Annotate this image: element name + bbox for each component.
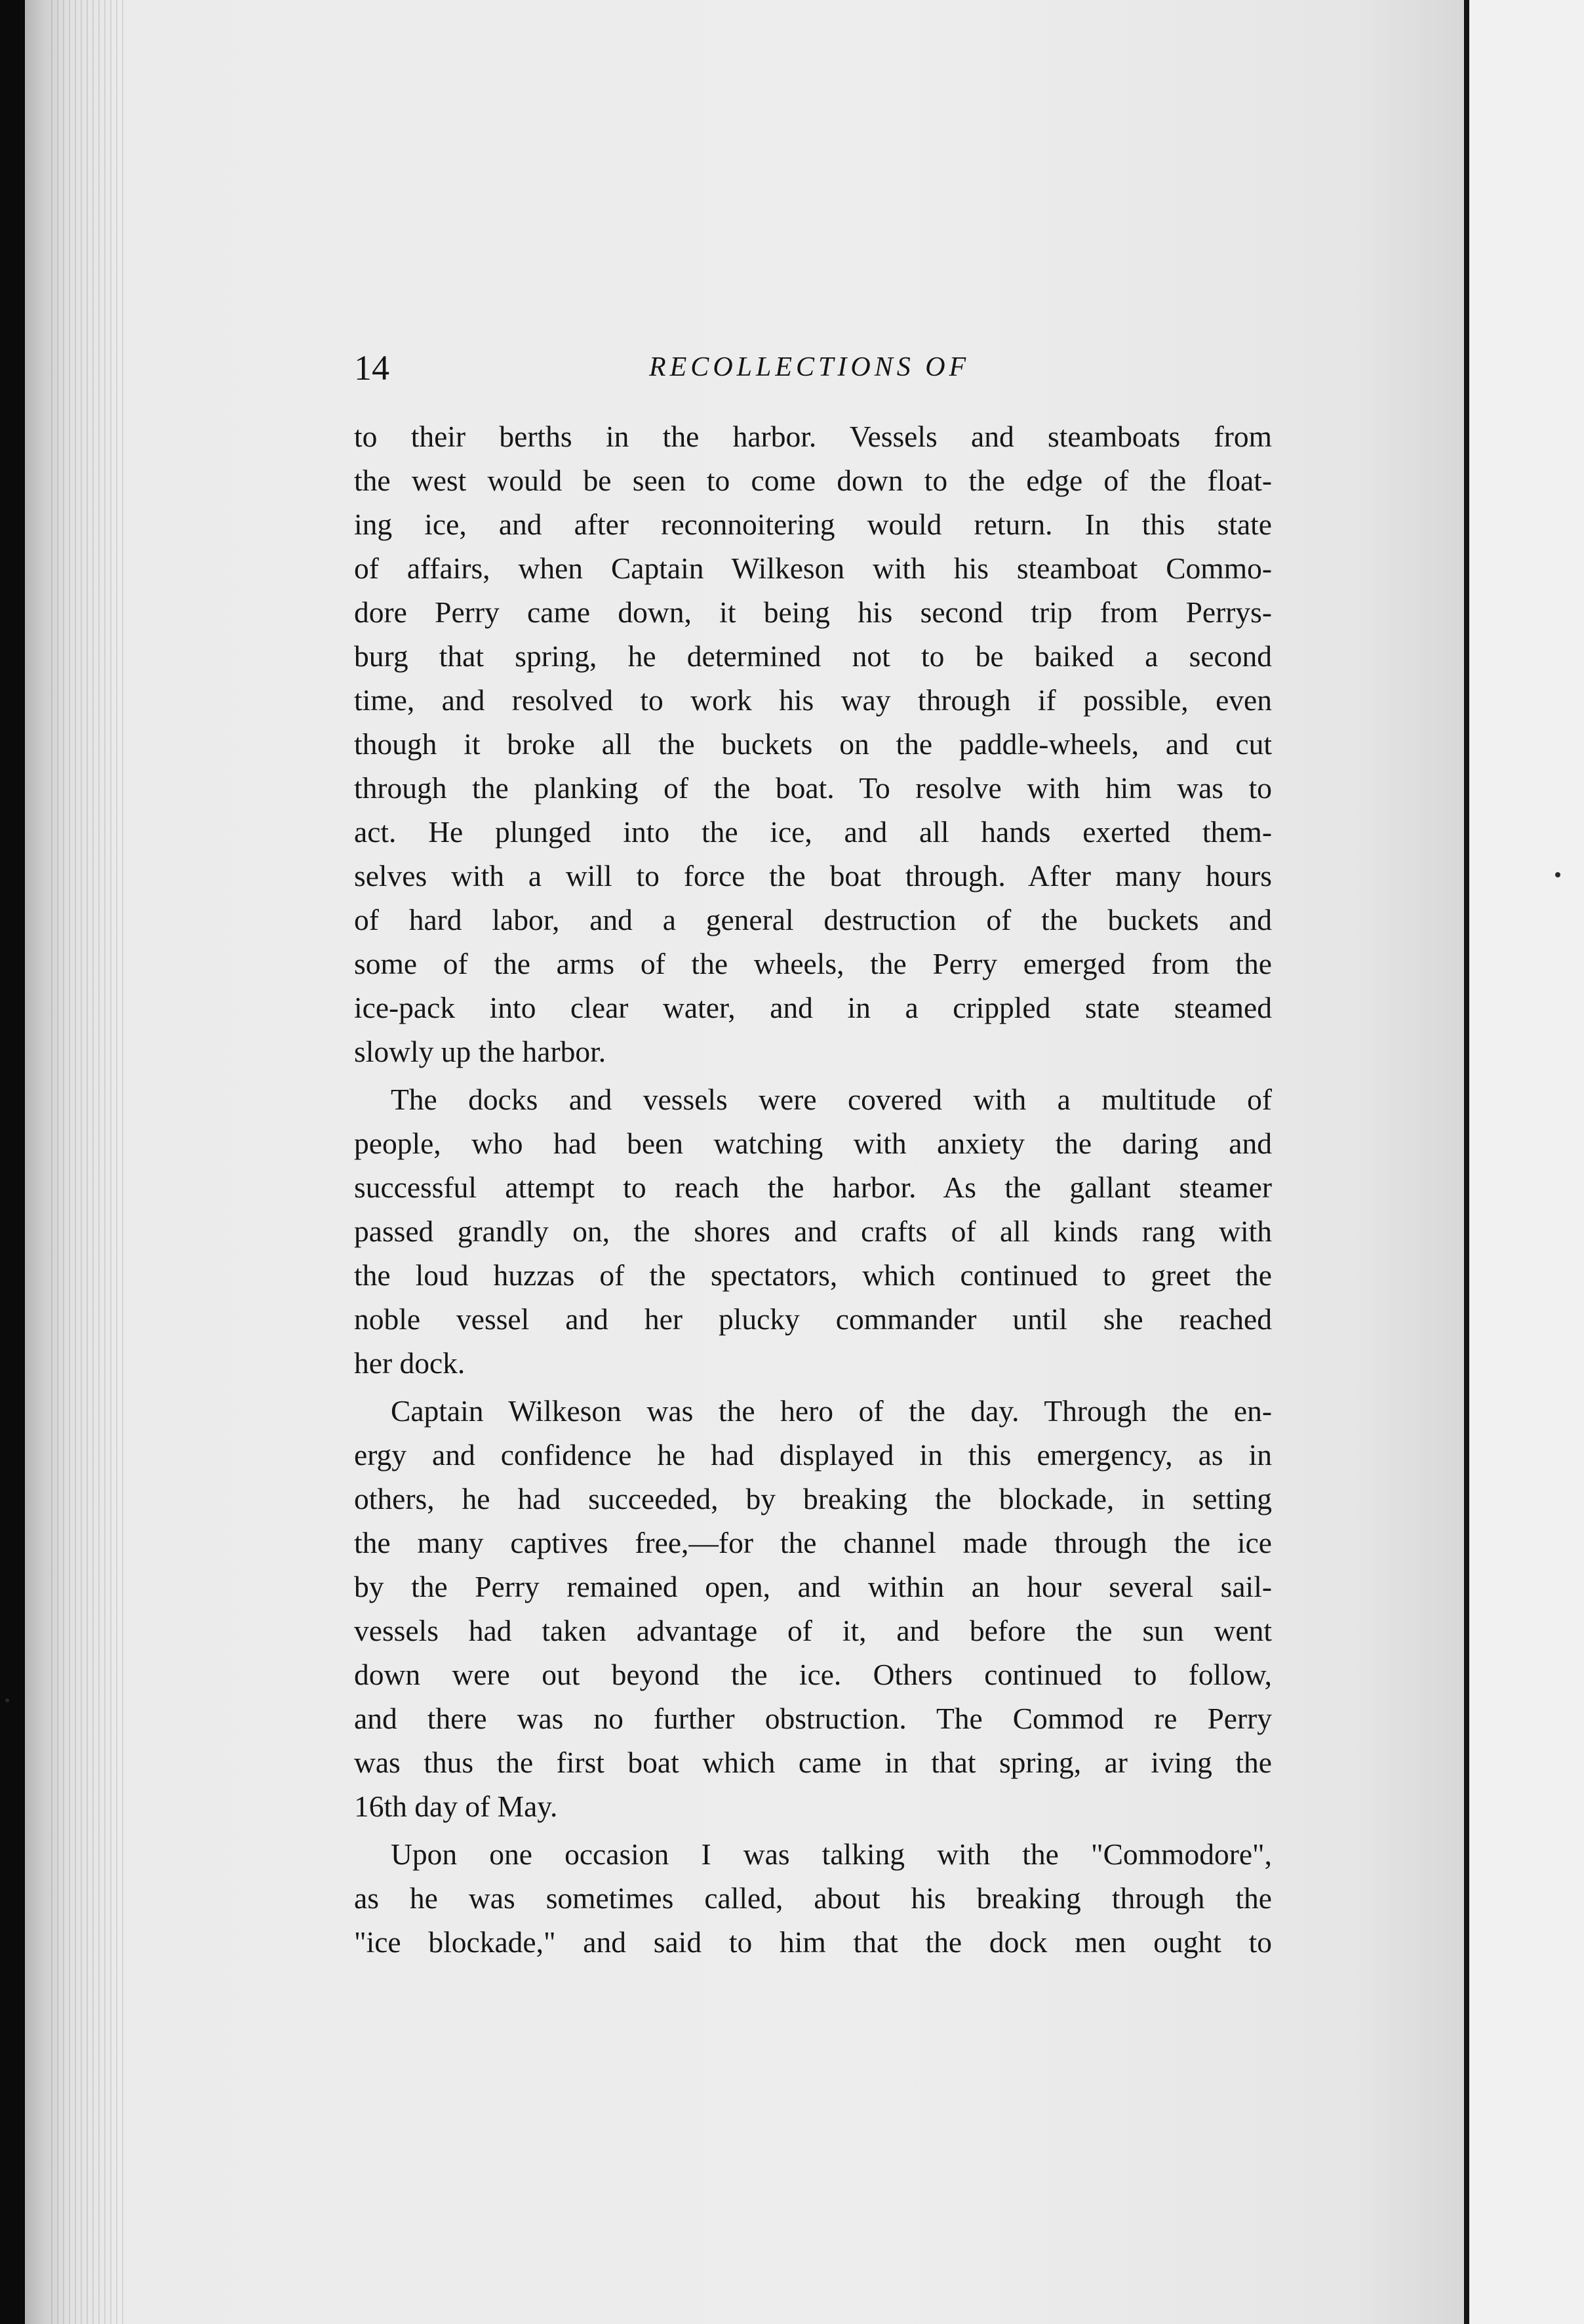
- text-line: through the planking of the boat. To resolve with him was to: [354, 771, 1272, 805]
- text-line: selves with a will to force the boat through. After many hours: [354, 859, 1272, 892]
- text-line: the west would be seen to come down to the edge of the float-: [354, 464, 1272, 497]
- text-line: dore Perry came down, it being his second trip from Perrys-: [354, 595, 1272, 629]
- text-line: Upon one occasion I was talking with the "Commodore",: [391, 1837, 1272, 1871]
- text-line: noble vessel and her plucky commander until she reached: [354, 1302, 1272, 1336]
- text-line: slowly up the harbor.: [354, 1035, 606, 1068]
- text-line: the loud huzzas of the spectators, which continued to greet the: [354, 1258, 1272, 1292]
- text-line: as he was sometimes called, about his breaking through the: [354, 1881, 1272, 1915]
- text-line: to their berths in the harbor. Vessels and steamboats from: [354, 420, 1272, 453]
- text-line: others, he had succeeded, by breaking the blockade, in setting: [354, 1482, 1272, 1515]
- text-line: people, who had been watching with anxiety the daring and: [354, 1127, 1272, 1160]
- page-edge-rule: [1465, 0, 1469, 2324]
- text-line: though it broke all the buckets on the paddle-wheels, and cut: [354, 727, 1272, 761]
- text-line: ing ice, and after reconnoitering would return. In this state: [354, 508, 1272, 541]
- text-line: "ice blockade," and said to him that the dock men ought to: [354, 1925, 1272, 1959]
- scan-speck: [1555, 872, 1560, 877]
- text-line: time, and resolved to work his way through if possible, even: [354, 683, 1272, 717]
- scan-speck: [5, 1698, 9, 1702]
- text-line: by the Perry remained open, and within an hour several sail-: [354, 1570, 1272, 1603]
- body-text: [354, 414, 1272, 1964]
- text-line: passed grandly on, the shores and crafts of all kinds rang with: [354, 1214, 1272, 1248]
- page-number: 14: [354, 348, 389, 388]
- right-margin: [1469, 0, 1584, 2324]
- text-line: burg that spring, he determined not to be baiked a second: [354, 639, 1272, 673]
- text-line: vessels had taken advantage of it, and before the sun went: [354, 1614, 1272, 1647]
- text-line: ergy and confidence he had displayed in this emergency, as in: [354, 1438, 1272, 1472]
- text-line: act. He plunged into the ice, and all hands exerted them-: [354, 815, 1272, 849]
- text-line: some of the arms of the wheels, the Perry emerged from the: [354, 947, 1272, 980]
- text-line: and there was no further obstruction. The Commod re Perry: [354, 1702, 1272, 1735]
- text-line: her dock.: [354, 1346, 465, 1380]
- text-line: 16th day of May.: [354, 1790, 558, 1823]
- text-line: of hard labor, and a general destruction of the buckets and: [354, 903, 1272, 936]
- page-header: [354, 348, 1285, 393]
- text-line: the many captives free,—for the channel made through the ice: [354, 1526, 1272, 1559]
- text-line: down were out beyond the ice. Others continued to follow,: [354, 1658, 1272, 1691]
- text-line: Captain Wilkeson was the hero of the day. Through the en-: [391, 1394, 1272, 1428]
- running-title: RECOLLECTIONS OF: [649, 352, 970, 382]
- text-line: ice-pack into clear water, and in a crippled state steamed: [354, 991, 1272, 1024]
- page-gutter-edge: [51, 0, 123, 2324]
- text-line: The docks and vessels were covered with a multitude of: [391, 1083, 1272, 1116]
- text-line: of affairs, when Captain Wilkeson with his steamboat Commo-: [354, 551, 1272, 585]
- text-line: successful attempt to reach the harbor. As the gallant steamer: [354, 1171, 1272, 1204]
- text-line: was thus the first boat which came in that spring, ar iving the: [354, 1746, 1272, 1779]
